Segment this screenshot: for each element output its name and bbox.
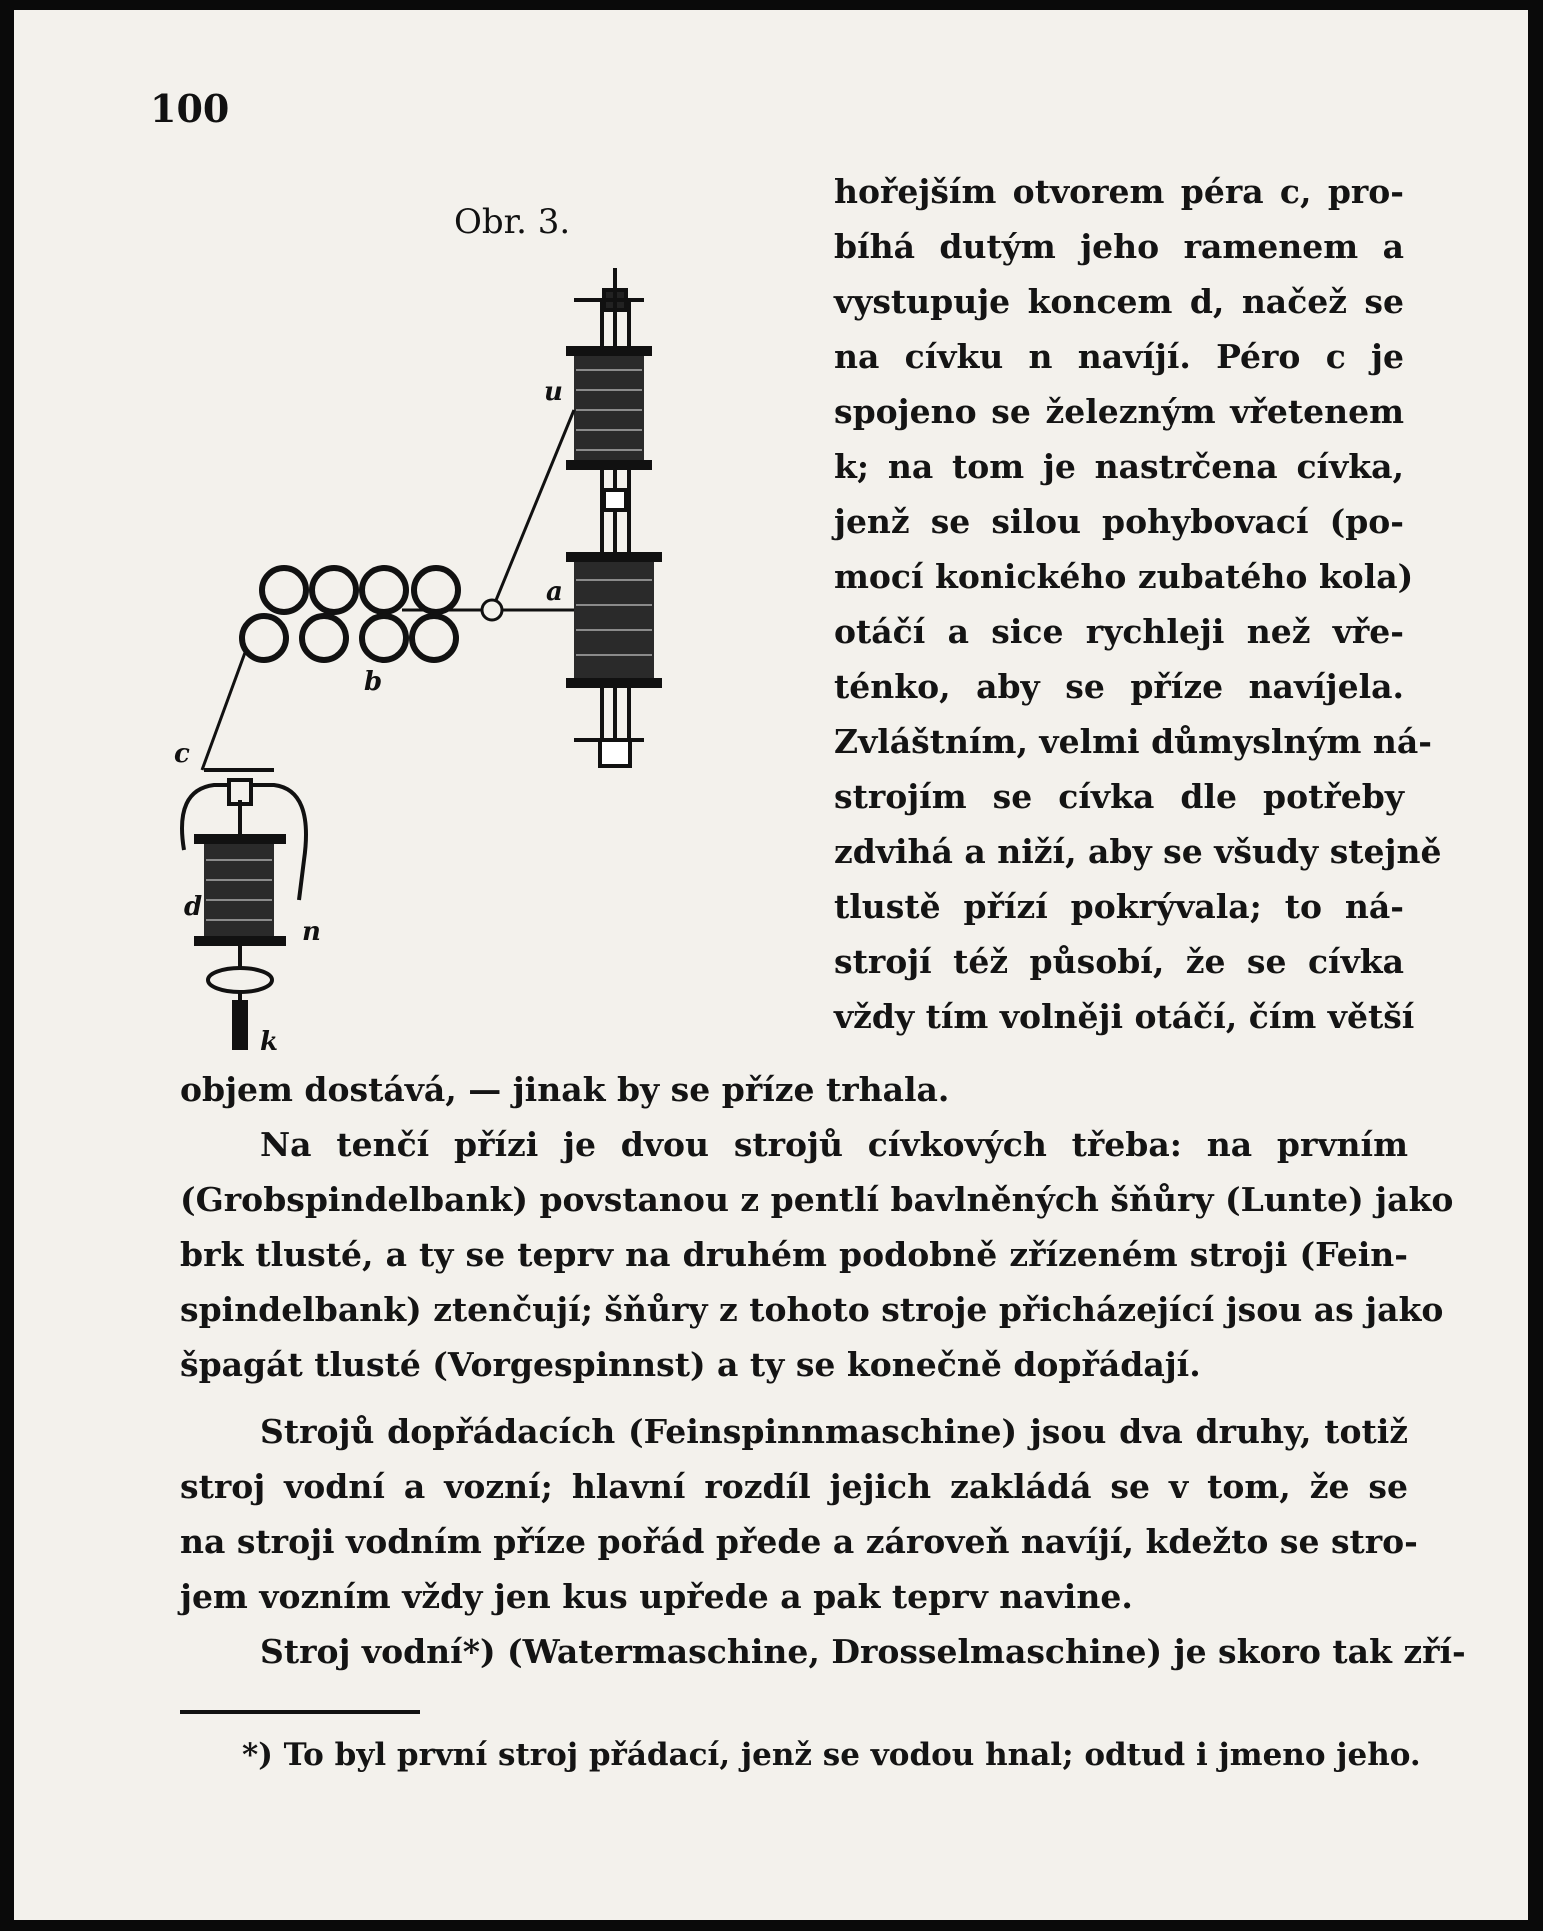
side-line: Zvláštním, velmi důmyslným ná- bbox=[834, 722, 1432, 761]
lower-bobbin bbox=[566, 552, 662, 688]
side-line: otáčí a sice rychleji než vře- bbox=[834, 612, 1404, 651]
page-number: 100 bbox=[150, 86, 230, 131]
side-line: strojím se cívka dle potřeby bbox=[834, 777, 1404, 816]
body-line: spindelbank) ztenčují; šňůry z tohoto stroje přicházející jsou as jako bbox=[180, 1290, 1444, 1329]
side-line: spojeno se železným vřetenem bbox=[834, 392, 1404, 431]
bobbin-frame bbox=[574, 268, 644, 766]
drafting-rollers bbox=[242, 568, 458, 660]
side-line: mocí konického zubatého kola) bbox=[834, 557, 1414, 596]
footnote: *) To byl první stroj přádací, jenž se vodou hnal; odtud i jmeno jeho. bbox=[242, 1737, 1421, 1773]
body-line: objem dostává, — jinak by se příze trhala. bbox=[180, 1070, 950, 1109]
label-d: d bbox=[184, 892, 203, 922]
body-line: Na tenčí přízi je dvou strojů cívkových třeba: na prvním bbox=[260, 1125, 1408, 1164]
label-b: b bbox=[364, 667, 383, 697]
label-u: u bbox=[544, 377, 563, 407]
side-line: na cívku n navíjí. Péro c je bbox=[834, 337, 1404, 376]
body-line: jem vozním vždy jen kus upřede a pak teprv navine. bbox=[180, 1577, 1133, 1616]
side-line: ténko, aby se příze navíjela. bbox=[834, 667, 1404, 706]
side-line: strojí též působí, že se cívka bbox=[834, 942, 1404, 981]
side-line: bíhá dutým jeho ramenem a bbox=[834, 227, 1404, 266]
body-line: špagát tlusté (Vorgespinnst) a ty se konečně dopřádají. bbox=[180, 1345, 1201, 1384]
upper-bobbin bbox=[566, 346, 652, 470]
label-k: k bbox=[260, 1027, 279, 1057]
body-line: (Grobspindelbank) povstanou z pentlí bavlněných šňůry (Lunte) jako bbox=[180, 1180, 1454, 1219]
body-line: Stroj vodní*) (Watermaschine, Drosselmaschine) je skoro tak zří- bbox=[260, 1632, 1466, 1671]
body-line: stroj vodní a vozní; hlavní rozdíl jejich zakládá se v tom, že se bbox=[180, 1467, 1408, 1506]
figure-caption: Obr. 3. bbox=[454, 202, 571, 242]
body-line: Strojů dopřádacích (Feinspinnmaschine) jsou dva druhy, totiž bbox=[260, 1412, 1408, 1451]
label-a: a bbox=[546, 577, 563, 607]
footnote-rule bbox=[180, 1710, 420, 1714]
body-line: brk tlusté, a ty se teprv na druhém podobně zřízeném stroji (Fein- bbox=[180, 1235, 1408, 1274]
side-line: vystupuje koncem d, načež se bbox=[834, 282, 1404, 321]
body-line: na stroji vodním příze pořád přede a zároveň navíjí, kdežto se stro- bbox=[180, 1522, 1418, 1561]
spinning-machine-illustration bbox=[174, 260, 834, 1060]
side-line: jenž se silou pohybovací (po- bbox=[834, 502, 1404, 541]
label-n: n bbox=[302, 917, 321, 947]
side-line: k; na tom je nastrčena cívka, bbox=[834, 447, 1404, 486]
label-c: c bbox=[174, 739, 190, 769]
side-line: zdvihá a niží, aby se všudy stejně bbox=[834, 832, 1442, 871]
book-page bbox=[14, 10, 1528, 1920]
side-line: tlustě přízí pokrývala; to ná- bbox=[834, 887, 1404, 926]
side-line: hořejším otvorem péra c, pro- bbox=[834, 172, 1404, 211]
side-line: vždy tím volněji otáčí, čím větší bbox=[834, 997, 1415, 1036]
flyer-bobbin bbox=[194, 834, 286, 1050]
